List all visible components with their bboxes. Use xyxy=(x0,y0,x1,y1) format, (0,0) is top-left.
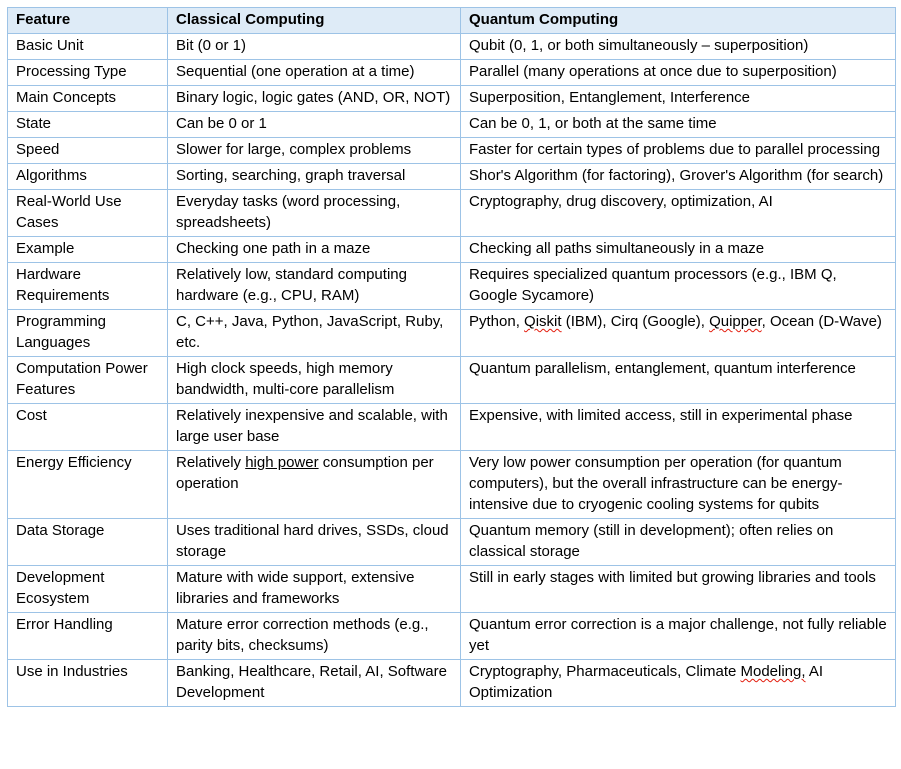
table-row xyxy=(8,263,896,310)
cell-feature: Speed xyxy=(8,138,168,164)
cell-classical: C, C++, Java, Python, JavaScript, Ruby, etc. xyxy=(168,310,461,357)
cell-quantum: Quantum memory (still in development); often relies on classical storage xyxy=(461,519,896,566)
cell-classical: Sequential (one operation at a time) xyxy=(168,60,461,86)
table-row xyxy=(8,613,896,660)
cell-feature: Computation Power Features xyxy=(8,357,168,404)
spellcheck-squiggle-text: Quipper xyxy=(709,313,762,330)
cell-classical: Mature with wide support, extensive libraries and frameworks xyxy=(168,566,461,613)
cell-classical: Mature error correction methods (e.g., parity bits, checksums) xyxy=(168,613,461,660)
cell-feature: Programming Languages xyxy=(8,310,168,357)
spellcheck-squiggle-text: Modeling, xyxy=(740,663,806,680)
column-header-classical-computing: Classical Computing xyxy=(168,8,461,34)
cell-quantum: Checking all paths simultaneously in a maze xyxy=(461,237,896,263)
cell-quantum: Expensive, with limited access, still in experimental phase xyxy=(461,404,896,451)
comparison-table xyxy=(7,7,896,707)
column-header-quantum-computing: Quantum Computing xyxy=(461,8,896,34)
cell-classical: High clock speeds, high memory bandwidth, multi-core parallelism xyxy=(168,357,461,404)
table-row xyxy=(8,34,896,60)
cell-quantum: Faster for certain types of problems due to parallel processing xyxy=(461,138,896,164)
cell-classical: Bit (0 or 1) xyxy=(168,34,461,60)
cell-classical: Relatively inexpensive and scalable, with large user base xyxy=(168,404,461,451)
table-row xyxy=(8,357,896,404)
cell-feature: Processing Type xyxy=(8,60,168,86)
table-row xyxy=(8,112,896,138)
cell-feature: Hardware Requirements xyxy=(8,263,168,310)
cell-feature: Data Storage xyxy=(8,519,168,566)
cell-quantum: Parallel (many operations at once due to superposition) xyxy=(461,60,896,86)
header-row xyxy=(8,8,896,34)
cell-feature: Use in Industries xyxy=(8,660,168,707)
cell-quantum: Quantum error correction is a major challenge, not fully reliable yet xyxy=(461,613,896,660)
cell-classical: Slower for large, complex problems xyxy=(168,138,461,164)
cell-classical: Everyday tasks (word processing, spreadsheets) xyxy=(168,190,461,237)
spellcheck-squiggle-text: Qiskit xyxy=(524,313,562,330)
cell-feature: Basic Unit xyxy=(8,34,168,60)
cell-quantum: Quantum parallelism, entanglement, quantum interference xyxy=(461,357,896,404)
table-row xyxy=(8,566,896,613)
cell-feature: Energy Efficiency xyxy=(8,451,168,519)
cell-classical: Sorting, searching, graph traversal xyxy=(168,164,461,190)
cell-classical: Binary logic, logic gates (AND, OR, NOT) xyxy=(168,86,461,112)
cell-classical: Uses traditional hard drives, SSDs, cloud storage xyxy=(168,519,461,566)
cell-feature: Example xyxy=(8,237,168,263)
cell-quantum: Still in early stages with limited but growing libraries and tools xyxy=(461,566,896,613)
table-row xyxy=(8,190,896,237)
table-row xyxy=(8,60,896,86)
cell-quantum: Cryptography, Pharmaceuticals, Climate Modeling, AI Optimization xyxy=(461,660,896,707)
cell-feature: Algorithms xyxy=(8,164,168,190)
table-body xyxy=(8,34,896,707)
underlined-text: high power xyxy=(245,454,319,471)
cell-feature: State xyxy=(8,112,168,138)
table-row xyxy=(8,310,896,357)
cell-feature: Error Handling xyxy=(8,613,168,660)
cell-classical: Can be 0 or 1 xyxy=(168,112,461,138)
table-row xyxy=(8,519,896,566)
table-row xyxy=(8,138,896,164)
cell-classical: Checking one path in a maze xyxy=(168,237,461,263)
cell-classical: Banking, Healthcare, Retail, AI, Software Development xyxy=(168,660,461,707)
table-row xyxy=(8,404,896,451)
cell-quantum: Requires specialized quantum processors (e.g., IBM Q, Google Sycamore) xyxy=(461,263,896,310)
table-row xyxy=(8,237,896,263)
cell-feature: Main Concepts xyxy=(8,86,168,112)
cell-quantum: Very low power consumption per operation (for quantum computers), but the overall infrastructure can be energy-intensive due to cryogenic cooling systems for qubits xyxy=(461,451,896,519)
cell-quantum: Python, Qiskit (IBM), Cirq (Google), Quipper, Ocean (D-Wave) xyxy=(461,310,896,357)
cell-feature: Cost xyxy=(8,404,168,451)
table-row xyxy=(8,660,896,707)
cell-feature: Development Ecosystem xyxy=(8,566,168,613)
cell-quantum: Qubit (0, 1, or both simultaneously – superposition) xyxy=(461,34,896,60)
column-header-feature: Feature xyxy=(8,8,168,34)
table-row xyxy=(8,86,896,112)
cell-quantum: Superposition, Entanglement, Interference xyxy=(461,86,896,112)
cell-quantum: Shor's Algorithm (for factoring), Grover's Algorithm (for search) xyxy=(461,164,896,190)
cell-classical: Relatively high power consumption per operation xyxy=(168,451,461,519)
cell-quantum: Cryptography, drug discovery, optimization, AI xyxy=(461,190,896,237)
cell-quantum: Can be 0, 1, or both at the same time xyxy=(461,112,896,138)
cell-classical: Relatively low, standard computing hardware (e.g., CPU, RAM) xyxy=(168,263,461,310)
cell-feature: Real-World Use Cases xyxy=(8,190,168,237)
table-row xyxy=(8,451,896,519)
table-row xyxy=(8,164,896,190)
